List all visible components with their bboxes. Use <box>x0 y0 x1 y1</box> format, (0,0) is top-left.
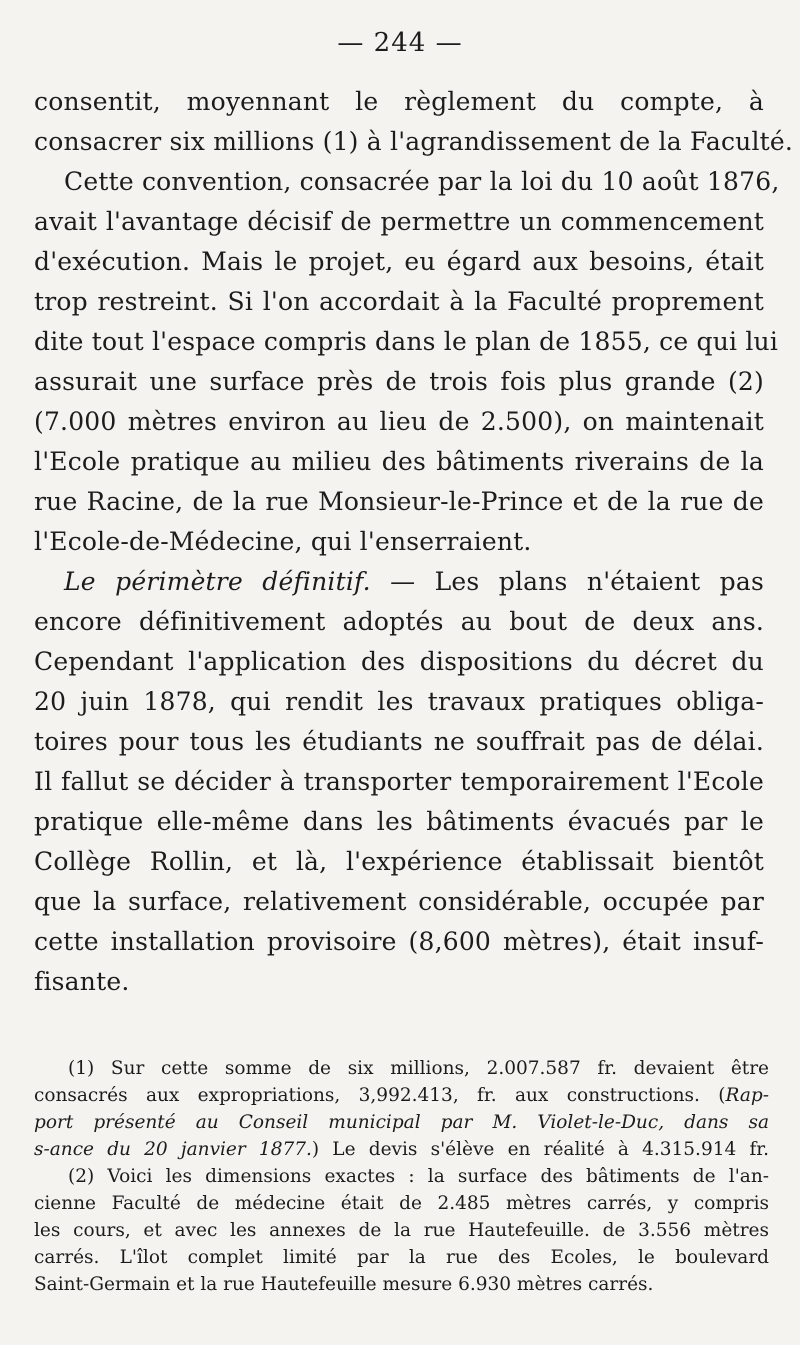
page-number: — 244 — <box>337 28 463 58</box>
body-line: assurait une surface près de trois fois plus grande (2) <box>34 367 764 396</box>
body-line: encore définitivement adoptés au bout de deux ans. <box>34 607 764 636</box>
body-line: l'Ecole pratique au milieu des bâtiments riverains de la <box>34 447 764 476</box>
body-line: dite tout l'espace compris dans le plan de 1855, ce qui lui <box>34 327 779 356</box>
body-line: fisante. <box>34 967 130 996</box>
body-line: trop restreint. Si l'on accordait à la Faculté proprement <box>34 287 764 316</box>
footnote-line <box>34 1082 769 1109</box>
body-line: consacrer six millions (1) à l'agrandissement de la Faculté. <box>34 127 794 156</box>
footnote-line: les cours, et avec les annexes de la rue Hautefeuille. de 3.556 mètres <box>34 1220 769 1241</box>
footnote-italic: Rap- <box>725 1085 769 1106</box>
footnote-italic: s-ance du 20 janvier 1877. <box>34 1139 312 1160</box>
body-line: (7.000 mètres environ au lieu de 2.500), on maintenait <box>34 407 764 436</box>
body-line: Cette convention, consacrée par la loi du 10 août 1876, <box>64 167 780 196</box>
footnote-line-text: ) Le devis s'élève en réalité à 4.315.914 fr. <box>311 1139 769 1160</box>
body-line: Collège Rollin, et là, l'expérience établissait bientôt <box>34 847 764 876</box>
section-heading: Le périmètre définitif. <box>64 567 371 596</box>
body-line <box>34 562 764 602</box>
body-line: rue Racine, de la rue Monsieur-le-Prince et de la rue de <box>34 487 764 516</box>
footnote-line: carrés. L'îlot complet limité par la rue des Ecoles, le boulevard <box>34 1247 769 1268</box>
footnote-line <box>34 1136 769 1163</box>
footnote-line: (2) Voici les dimensions exactes : la surface des bâtiments de l'an- <box>68 1166 769 1187</box>
footnote-line: Saint-Germain et la rue Hautefeuille mesure 6.930 mètres carrés. <box>34 1274 654 1295</box>
body-line: que la surface, relativement considérable, occupée par <box>34 887 764 916</box>
footnote-line: port présenté au Conseil municipal par M. Violet-le-Duc, dans sa <box>34 1112 769 1133</box>
body-line: d'exécution. Mais le projet, eu égard aux besoins, était <box>34 247 764 276</box>
body-text <box>34 82 794 1002</box>
body-line: Cependant l'application des dispositions du décret du <box>34 647 764 676</box>
body-line: avait l'avantage décisif de permettre un commencement <box>34 207 764 236</box>
body-line: l'Ecole-de-Médecine, qui l'enserraient. <box>34 527 532 556</box>
body-line: toires pour tous les étudiants ne souffrait pas de délai. <box>34 727 764 756</box>
body-line: 20 juin 1878, qui rendit les travaux pratiques obliga- <box>34 687 764 716</box>
body-line-text: — Les plans n'étaient pas <box>370 567 765 596</box>
footnote-line-text: consacrés aux expropriations, 3,992.413, fr. aux constructions. ( <box>34 1085 726 1106</box>
body-line: consentit, moyennant le règlement du compte, à <box>34 87 764 116</box>
body-line: cette installation provisoire (8,600 mètres), était insuf- <box>34 927 764 956</box>
footnote-line: (1) Sur cette somme de six millions, 2.007.587 fr. devaient être <box>68 1058 769 1079</box>
body-line: Il fallut se décider à transporter temporairement l'Ecole <box>34 767 764 796</box>
body-line: pratique elle-même dans les bâtiments évacués par le <box>34 807 764 836</box>
footnote-line: cienne Faculté de médecine était de 2.485 mètres carrés, y compris <box>34 1193 769 1214</box>
footnotes <box>34 1055 769 1298</box>
